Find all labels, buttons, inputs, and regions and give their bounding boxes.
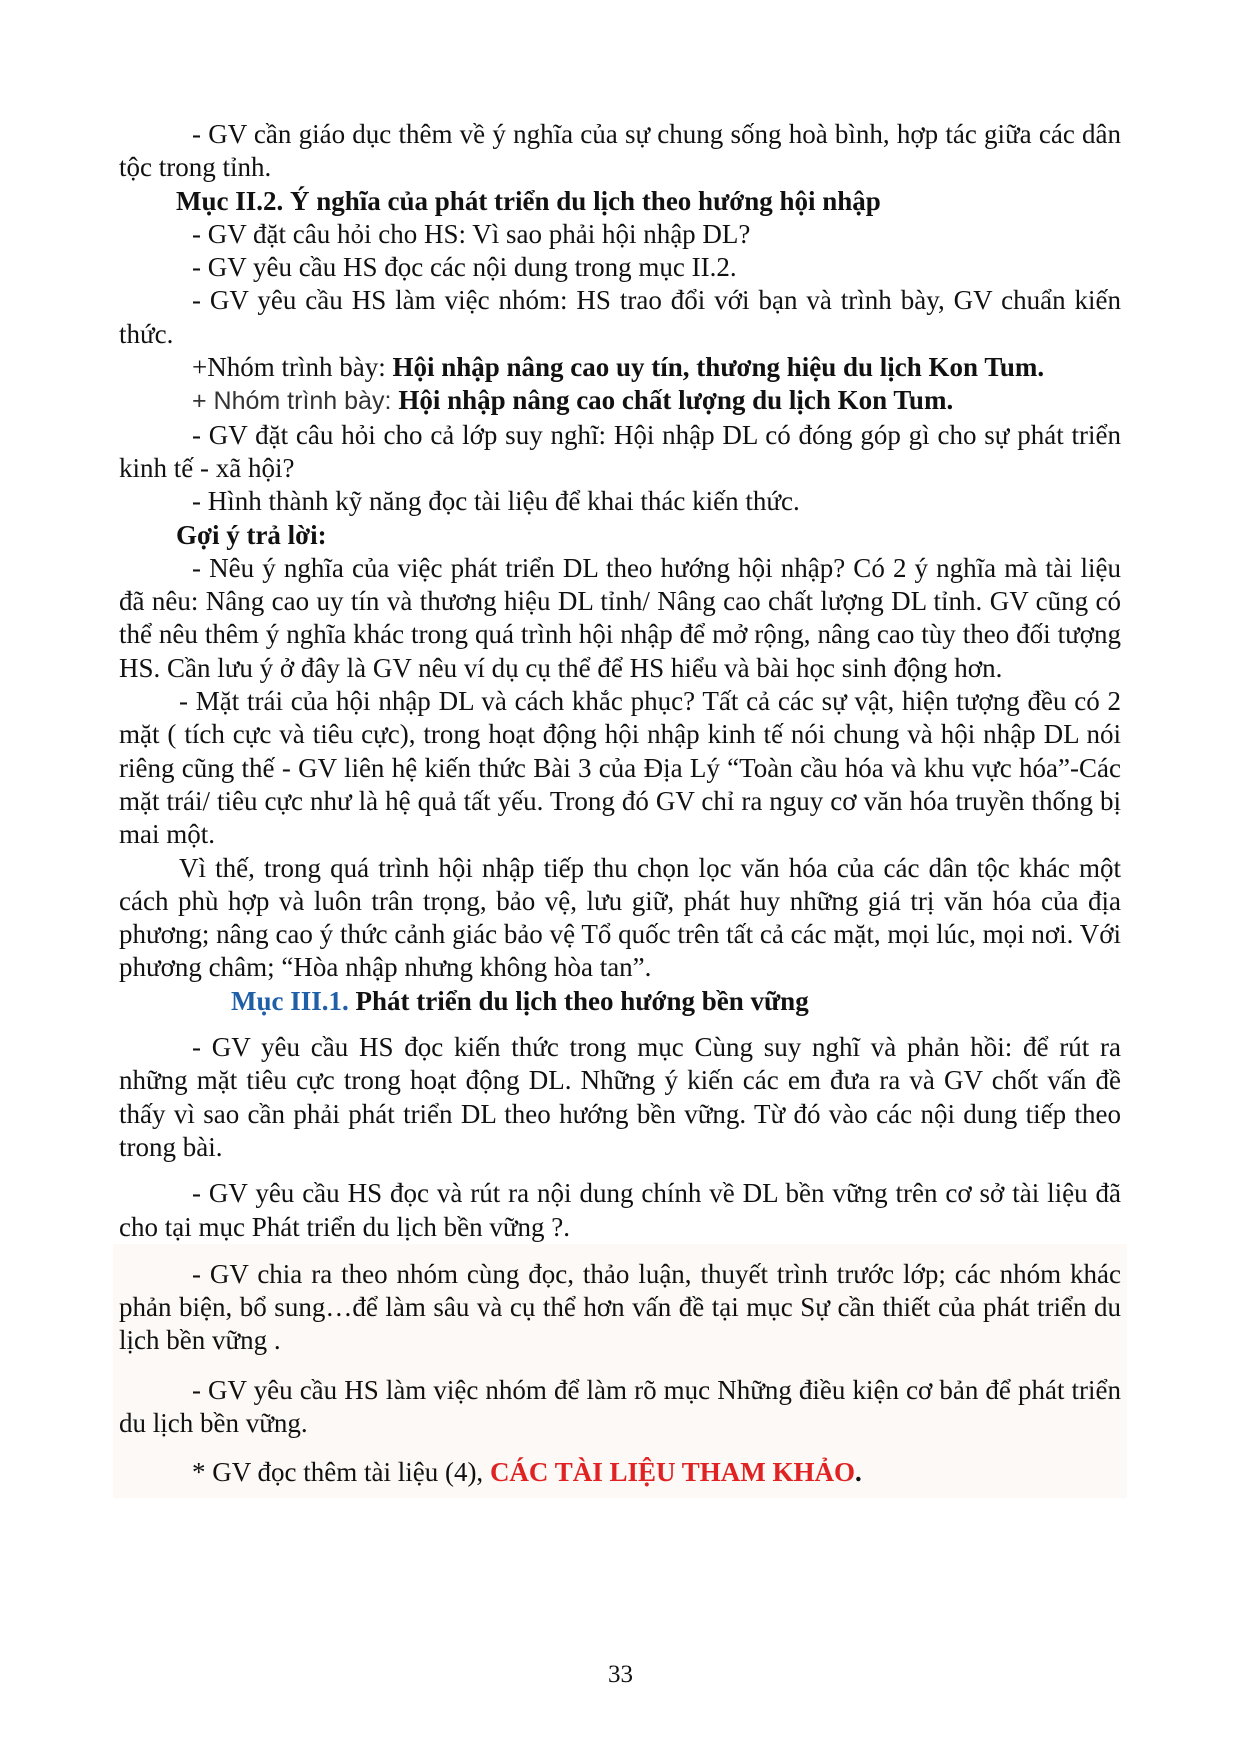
paragraph-sustainable-content: - GV yêu cầu HS đọc và rút ra nội dung chính về DL bền vững trên cơ sở tài liệu đã cho tại mục Phát triển du lịch bền vững ?. [119,1178,1121,1242]
paragraph-basic-conditions: - GV yêu cầu HS làm việc nhóm để làm rõ mục Những điều kiện cơ bản để phát triển du lịch bền vững. [119,1374,1121,1438]
paragraph-therefore: Vì thế, trong quá trình hội nhập tiếp thu chọn lọc văn hóa của các dân tộc khác một cách phù hợp và luôn trân trọng, bảo vệ, lưu giữ, phát huy những giá trị văn hóa của địa phương; nâng cao ý thức cảnh giác bảo vệ Tổ quốc trên tất cả các mặt, mọi lúc, mọi nơi. Với phương châm; “Hòa nhập nhưng không hòa tan”. [119,852,1121,983]
paragraph-reading-skill: - Hình thành kỹ năng đọc tài liệu để khai thác kiến thức. [192,486,800,517]
heading-section-III-1 [119,985,1121,1018]
paragraph-peaceful-coexistence: - GV cần giáo dục thêm về ý nghĩa của sự chung sống hoà bình, hợp tác giữa các dân tộc trong tỉnh. [119,119,1121,183]
paragraph-question-integration: - GV đặt câu hỏi cho HS: Vì sao phải hội nhập DL? [192,218,751,249]
group-presentation-1-title: Hội nhập nâng cao uy tín, thương hiệu du lịch Kon Tum. [392,352,1045,383]
section-III-1-label: Mục III.1. [231,985,349,1016]
paragraph-references [119,1456,1121,1497]
heading-section-II-2: Mục II.2. Ý nghĩa của phát triển du lịch theo hướng hội nhập [176,185,881,216]
paragraph-group-work: - GV yêu cầu HS làm việc nhóm: HS trao đổi với bạn và trình bày, GV chuẩn kiến thức. [119,285,1121,349]
paragraph-group-presentation-2 [119,384,1121,418]
references-prefix: * GV đọc thêm tài liệu (4), [192,1457,490,1488]
heading-suggested-answers: Gợi ý trả lời: [176,519,327,550]
group-presentation-2-prefix: + Nhóm trình bày: [192,387,399,416]
references-end: . [855,1457,862,1488]
section-III-1-title: Phát triển du lịch theo hướng bền vững [348,985,809,1016]
paragraph-group-presentation-1 [119,351,1121,384]
paragraph-think-and-respond: - GV yêu cầu HS đọc kiến thức trong mục Cùng suy nghĩ và phản hồi: để rút ra những mặt tiêu cực trong hoạt động DL. Những ý kiến các em đưa ra và GV chốt vấn đề thấy vì sao cần phải phát triển DL theo hướng bền vững. Từ đó vào các nội dung tiếp theo trong bài. [119,1032,1121,1162]
group-presentation-2-title: Hội nhập nâng cao chất lượng du lịch Kon Tum. [398,385,954,416]
paragraph-class-question: - GV đặt câu hỏi cho cả lớp suy nghĩ: Hội nhập DL có đóng góp gì cho sự phát triển kinh tế - xã hội? [119,419,1121,483]
paragraph-read-section: - GV yêu cầu HS đọc các nội dung trong mục II.2. [192,252,737,283]
page-number: 33 [608,1661,633,1688]
shaded-block [113,1244,1127,1498]
group-presentation-1-prefix: +Nhóm trình bày: [192,352,393,383]
page-body [119,118,1121,1498]
paragraph-group-discussion: - GV chia ra theo nhóm cùng đọc, thảo luận, thuyết trình trước lớp; các nhóm khác phản biện, bổ sung…để làm sâu và cụ thể hơn vấn đề tại mục Sự cần thiết của phát triển du lịch bền vững . [119,1258,1121,1356]
paragraph-downside-of-integration: - Mặt trái của hội nhập DL và cách khắc phục? Tất cả các sự vật, hiện tượng đều có 2 mặt ( tích cực và tiêu cực), trong hoạt động hội nhập kinh tế nói chung và hội nhập DL nói riêng cũng thế - GV liên hệ kiến thức Bài 3 của Địa Lý “Toàn cầu hóa và khu vực hóa”-Các mặt trái/ tiêu cực như là hệ quả tất yếu. Trong đó GV chỉ ra nguy cơ văn hóa truyền thống bị mai một. [119,686,1121,850]
references-title: CÁC TÀI LIỆU THAM KHẢO [489,1457,855,1488]
paragraph-meaning-of-integration: - Nêu ý nghĩa của việc phát triển DL theo hướng hội nhập? Có 2 ý nghĩa mà tài liệu đã nêu: Nâng cao uy tín và thương hiệu DL tỉnh/ Nâng cao chất lượng DL tỉnh. GV cũng có thể nêu thêm ý nghĩa khác trong quá trình hội nhập để mở rộng, nâng cao tùy theo đối tượng HS. Cần lưu ý ở đây là GV nêu ví dụ cụ thể để HS hiểu và bài học sinh động hơn. [119,552,1121,683]
